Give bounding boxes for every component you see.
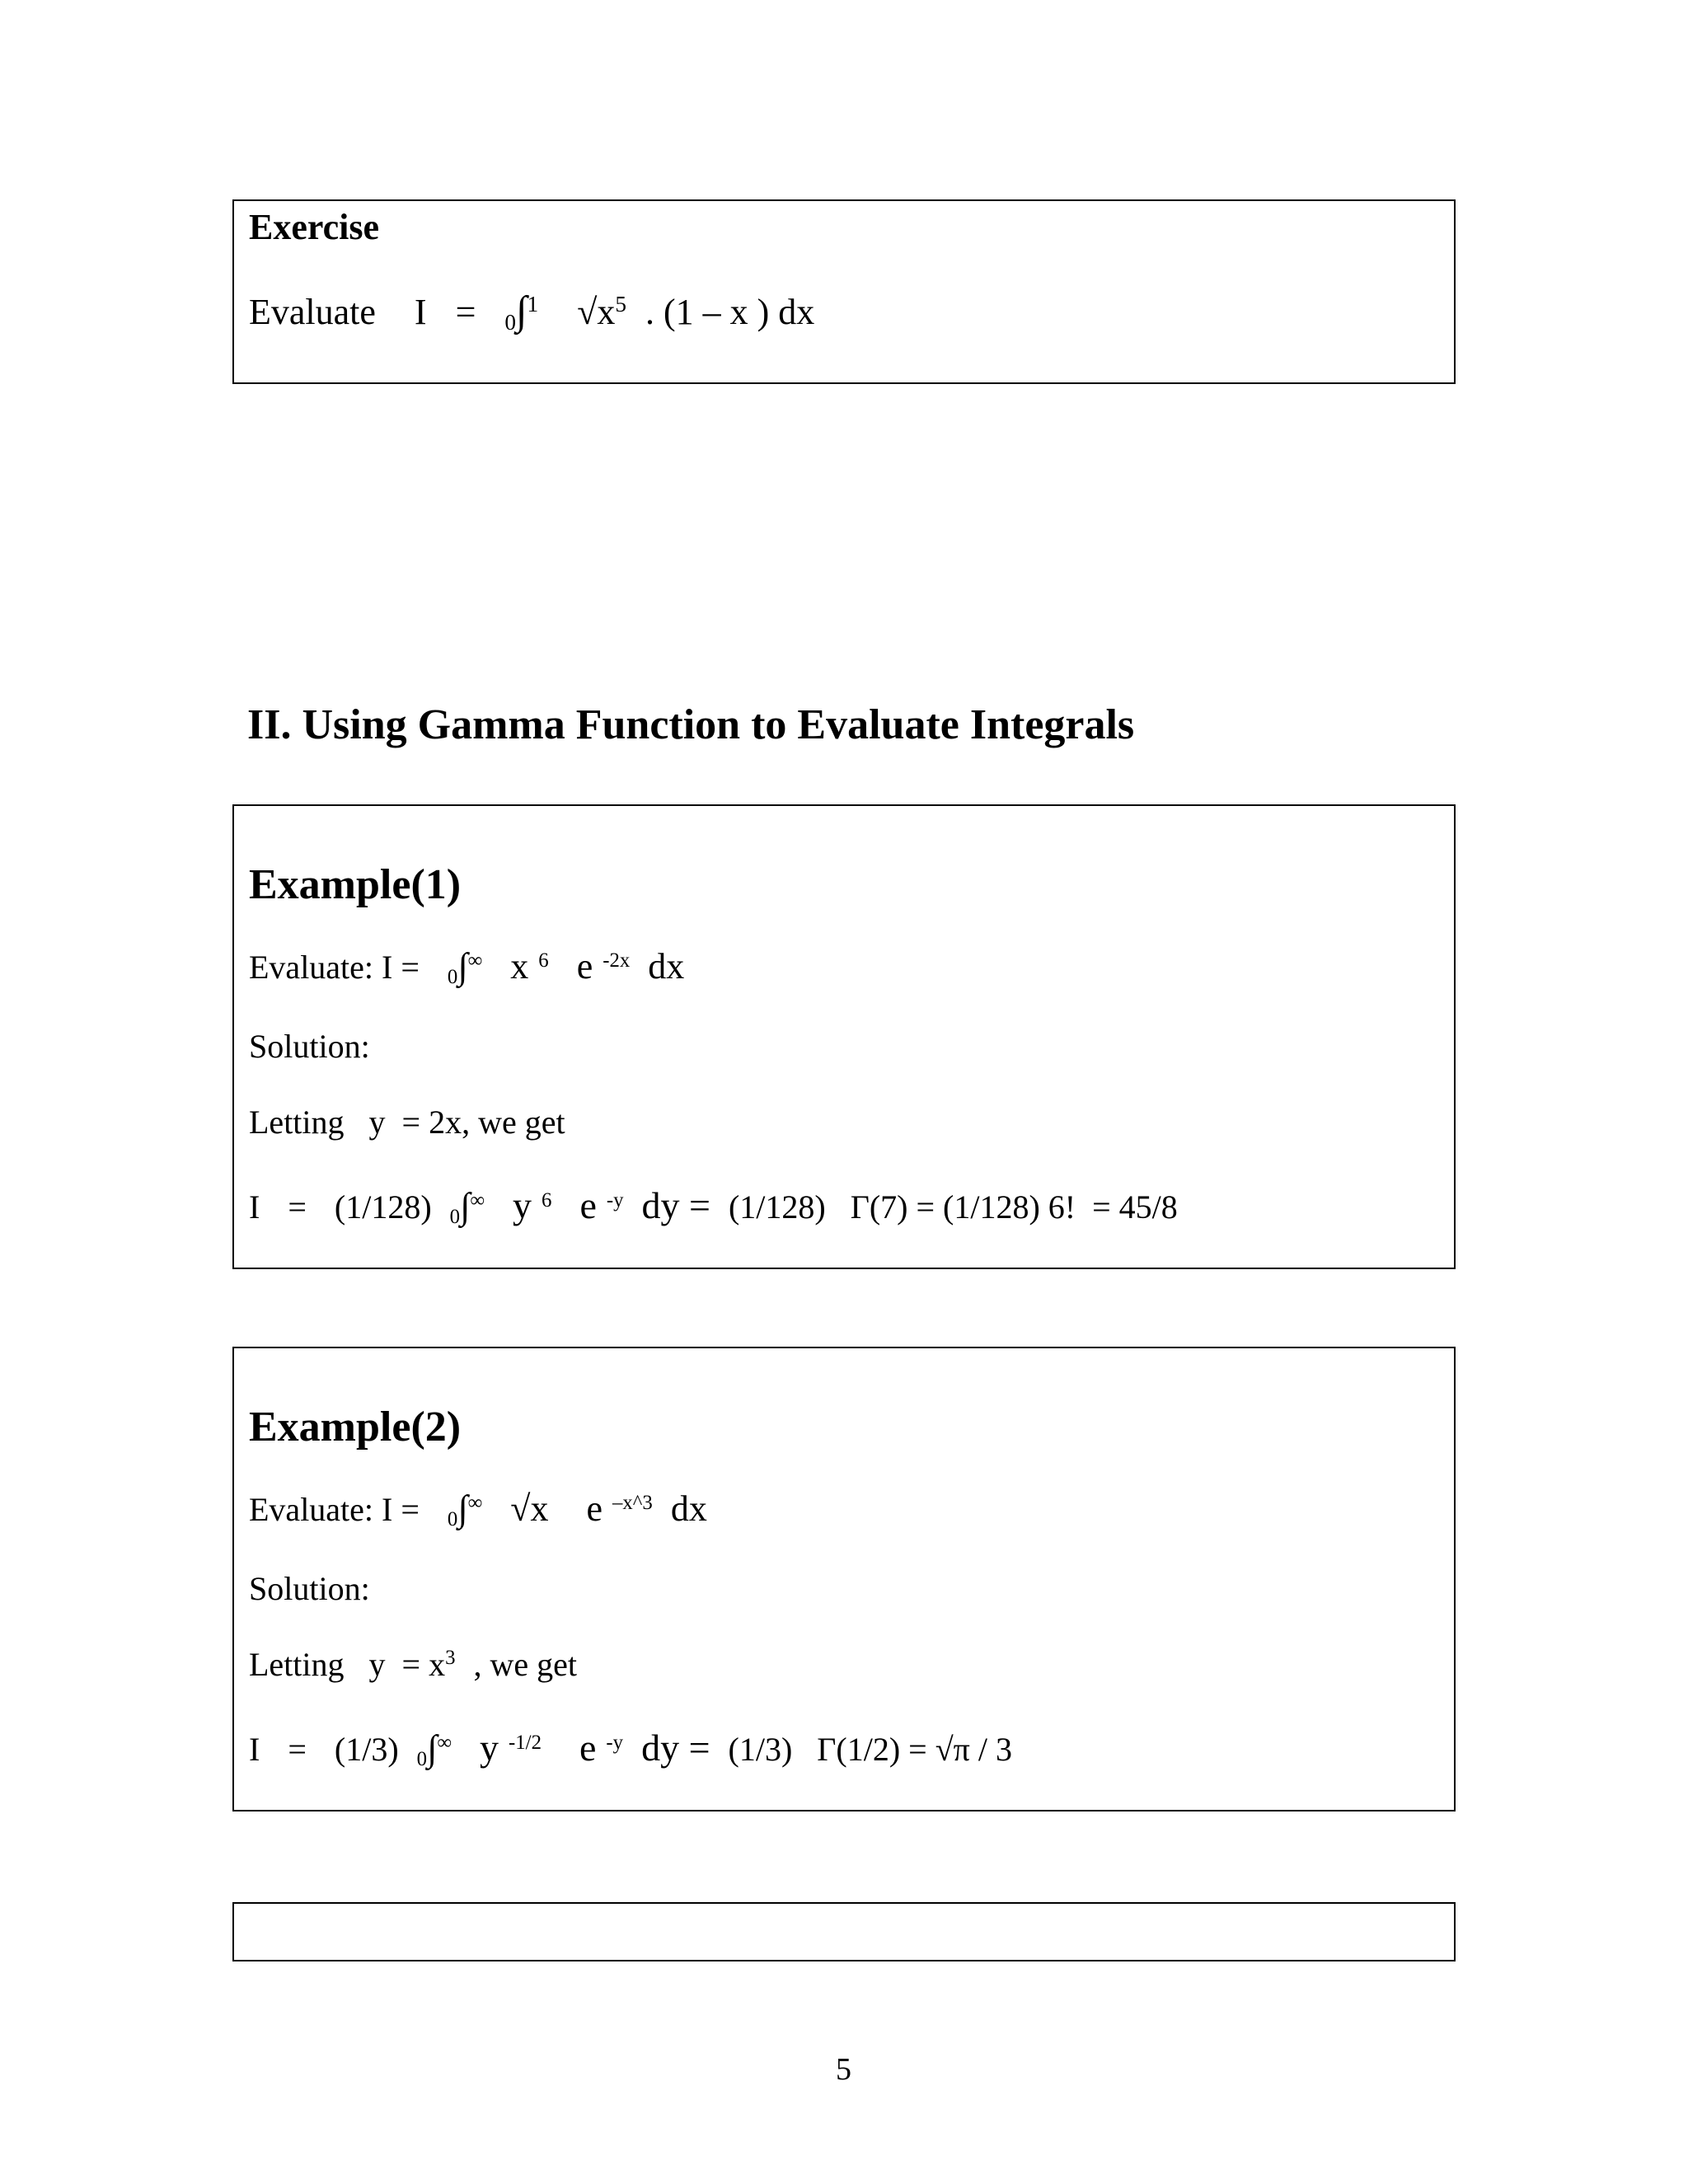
integral-icon: ∫ bbox=[427, 1727, 438, 1769]
exercise-formula bbox=[249, 288, 815, 335]
exercise-box bbox=[232, 199, 1456, 384]
example2-result-lower: 0 bbox=[416, 1748, 428, 1771]
example2-sqrt-x: √x bbox=[510, 1488, 549, 1529]
example2-upper-limit: ∞ bbox=[467, 1492, 483, 1515]
example2-result-coef: (1/3) bbox=[334, 1731, 399, 1768]
example1-evaluate-prefix: Evaluate: I = bbox=[249, 949, 420, 986]
example2-result bbox=[249, 1727, 1012, 1771]
example2-evaluate bbox=[249, 1488, 707, 1531]
example1-result-e: e bbox=[579, 1184, 597, 1226]
example1-result-coef: (1/128) bbox=[334, 1188, 432, 1226]
example1-result-exp-minus-y: -y bbox=[606, 1189, 624, 1212]
example1-result-y: y bbox=[513, 1184, 532, 1226]
example1-result-i: I bbox=[249, 1188, 260, 1226]
example1-lower-limit: 0 bbox=[447, 966, 458, 989]
integral-icon: ∫ bbox=[457, 945, 468, 987]
integral-icon: ∫ bbox=[457, 1488, 468, 1529]
example2-box bbox=[232, 1347, 1456, 1811]
example2-lower-limit: 0 bbox=[447, 1508, 458, 1531]
example2-letting bbox=[249, 1648, 577, 1681]
example1-result-eq: = bbox=[288, 1188, 307, 1226]
empty-box bbox=[232, 1902, 1456, 1961]
exercise-title: Exercise bbox=[249, 207, 380, 247]
example2-result-exp-minus-y: -y bbox=[606, 1732, 624, 1755]
example2-result-y: y bbox=[480, 1727, 499, 1769]
example2-result-tail: (1/3) Γ(1/2) = √π / 3 bbox=[728, 1731, 1012, 1768]
example2-letting-pre: Letting y = x bbox=[249, 1646, 446, 1683]
page-number: 5 bbox=[836, 2052, 851, 2087]
example2-result-upper: ∞ bbox=[437, 1732, 452, 1755]
exercise-sqrt-x: √x bbox=[577, 292, 616, 332]
exercise-eq: = bbox=[455, 292, 476, 332]
example1-result-dy: dy = bbox=[641, 1184, 710, 1226]
example2-result-i: I bbox=[249, 1731, 260, 1768]
example1-result-lower: 0 bbox=[449, 1206, 461, 1229]
integral-icon: ∫ bbox=[516, 288, 528, 333]
example1-e: e bbox=[576, 946, 593, 987]
example1-letting: Letting y = 2x, we get bbox=[249, 1104, 565, 1141]
example1-result bbox=[249, 1184, 1178, 1229]
section-heading: II. Using Gamma Function to Evaluate Integrals bbox=[247, 701, 1135, 748]
example1-x: x bbox=[510, 946, 529, 987]
example1-exp6: 6 bbox=[538, 949, 549, 972]
example1-result-exp6: 6 bbox=[542, 1189, 552, 1212]
example2-letting-post: , we get bbox=[465, 1646, 578, 1683]
example1-box bbox=[232, 804, 1456, 1269]
exercise-i: I bbox=[414, 292, 427, 332]
exercise-upper-limit: 1 bbox=[527, 292, 539, 316]
example2-result-exp: -1/2 bbox=[509, 1732, 542, 1755]
example2-solution: Solution: bbox=[249, 1570, 370, 1607]
example1-result-tail: (1/128) Γ(7) = (1/128) 6! = 45/8 bbox=[728, 1188, 1178, 1226]
exercise-exponent: 5 bbox=[615, 292, 626, 316]
example1-solution: Solution: bbox=[249, 1028, 370, 1065]
example2-exponent: –x^3 bbox=[612, 1492, 653, 1515]
example1-dx: dx bbox=[648, 946, 685, 987]
integral-icon: ∫ bbox=[460, 1185, 471, 1226]
exercise-evaluate-label: Evaluate bbox=[249, 292, 376, 332]
example1-title: Example(1) bbox=[249, 861, 462, 908]
example2-dx: dx bbox=[670, 1488, 707, 1529]
example2-title: Example(2) bbox=[249, 1404, 462, 1451]
example1-evaluate bbox=[249, 945, 685, 989]
exercise-lower-limit: 0 bbox=[504, 309, 517, 335]
example1-result-upper: ∞ bbox=[470, 1189, 485, 1212]
example2-result-e: e bbox=[579, 1727, 597, 1769]
example2-evaluate-prefix: Evaluate: I = bbox=[249, 1491, 420, 1528]
example2-e: e bbox=[586, 1488, 603, 1529]
example2-letting-exp: 3 bbox=[445, 1647, 456, 1670]
example2-result-eq: = bbox=[288, 1731, 307, 1768]
exercise-rest: . (1 – x ) dx bbox=[645, 292, 815, 332]
example1-exp-minus-2x: -2x bbox=[603, 949, 631, 972]
example2-result-dy: dy = bbox=[641, 1727, 710, 1769]
example1-upper-limit: ∞ bbox=[467, 949, 483, 972]
